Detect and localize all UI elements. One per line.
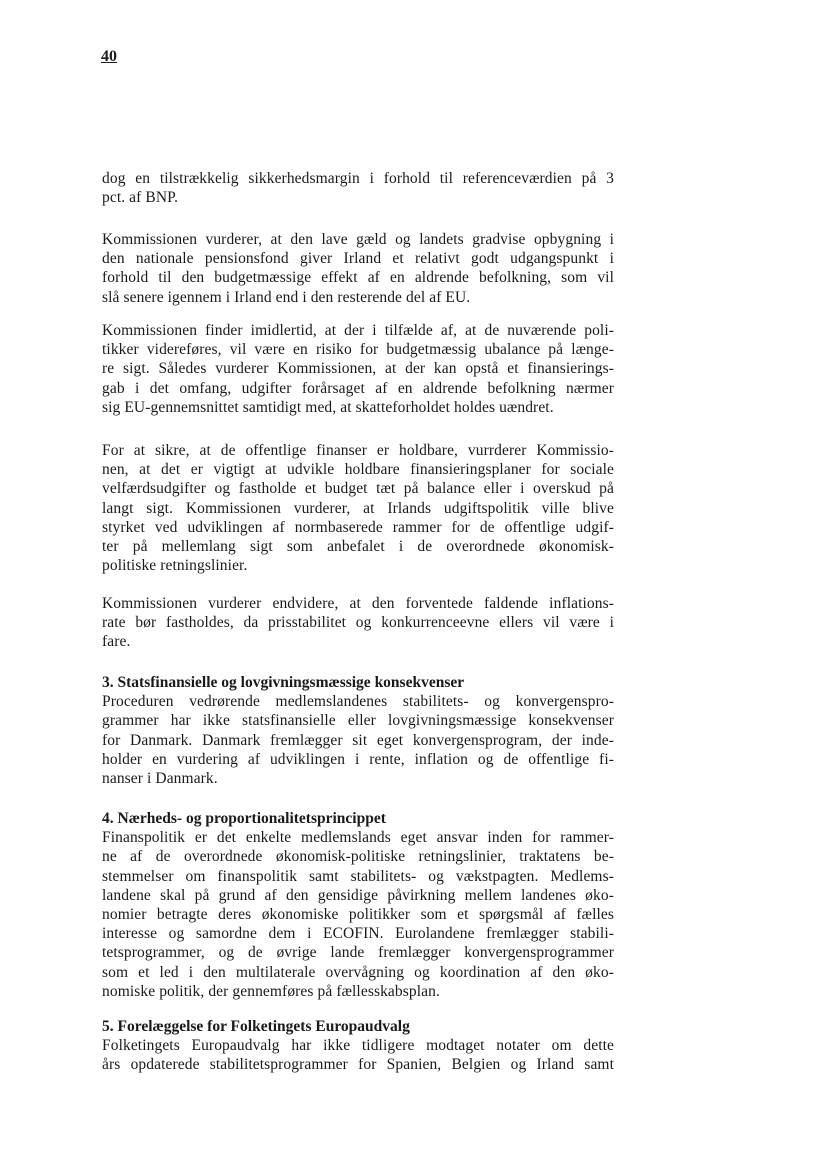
text-line: styrket ved udviklingen af normbaserede rammer for de offentlige udgif- [102,518,614,536]
text-line: langt sigt. Kommissionen vurderer, at Irlands udgiftspolitik ville blive [102,499,614,517]
text-line: sig EU-gennemsnittet samtidigt med, at skatteforholdet holdes uændret. [102,398,554,416]
text-line: Proceduren vedrørende medlemslandenes stabilitets- og konvergenspro- [102,693,614,711]
text-line: Folketingets Europaudvalg har ikke tidligere modtaget notater om dette [102,1037,614,1055]
text-line: års opdaterede stabilitetsprogrammer for Spanien, Belgien og Irland samt [102,1056,614,1074]
text-line: gab i det omfang, udgifter forårsaget af en aldrende befolkning nærmer [102,379,614,397]
text-line: velfærdsudgifter og fastholde et budget tæt på balance eller i overskud på [102,480,614,498]
text-line: den nationale pensionsfond giver Irland et relativt godt udgangspunkt i [102,250,614,268]
paragraph-1 [102,169,614,207]
text-line: For at sikre, at de offentlige finanser er holdbare, vurrderer Kommissio- [102,442,614,459]
text-line: nomiske politik, der gennemføres på fællesskabsplan. [102,982,440,1000]
section-heading: 5. Forelæggelse for Folketingets Europaudvalg [102,1018,410,1035]
text-line: ter på mellemlang sigt som anbefalet i de overordnede økonomisk- [102,538,614,556]
text-line: holder en vurdering af udviklingen i rente, inflation og de offentlige fi- [102,750,614,768]
text-line: forhold til den budgetmæssige effekt af en aldrende befolkning, som vil [102,269,614,287]
text-line: landene skal på grund af den gensidige påvirkning mellem landenes øko- [102,886,614,904]
text-line: nomier betragte deres økonomiske politikker som et spørgsmål af fælles [102,906,614,924]
text-line: fare. [102,633,131,651]
text-line: som et led i den multilaterale overvågning og koordination af den øko- [102,963,614,981]
paragraph-3 [102,321,614,417]
text-line: politiske retningslinier. [102,557,248,575]
text-line: stemmelser om finanspolitik samt stabilitets- og vækstpagten. Medlems- [102,867,614,885]
text-line: Kommissionen vurderer, at den lave gæld og landets gradvise opbygning i [102,231,614,248]
text-line: tetsprogrammer, og de øvrige lande fremlægger konvergensprogrammer [102,944,614,962]
paragraph-2 [102,230,614,307]
text-line: nanser i Danmark. [102,770,218,788]
text-line: Kommissionen vurderer endvidere, at den forventede faldende inflations- [102,595,614,612]
text-line: ne af de overordnede økonomisk-politiske retningslinier, traktatens be- [102,848,614,866]
paragraph-4 [102,441,614,575]
text-line: grammer har ikke statsfinansielle eller lovgivningsmæssige konsekvenser [102,712,614,730]
text-line: pct. af BNP. [102,189,179,207]
text-line: Finanspolitik er det enkelte medlemslands eget ansvar inden for rammer- [102,829,614,847]
section-5 [102,1017,614,1075]
text-line: nen, at det er vigtigt at udvikle holdbare finansieringsplaner for sociale [102,461,614,479]
section-4 [102,809,614,1001]
section-heading: 3. Statsfinansielle og lovgivningsmæssige konsekvenser [102,674,465,691]
text-line: tikker videreføres, vil være en risiko for budgetmæssig ubalance på længe- [102,341,614,359]
text-line: for Danmark. Danmark fremlægger sit eget konvergensprogram, der inde- [102,731,614,749]
text-line: rate bør fastholdes, da prisstabilitet og konkurrenceevne ellers vil være i [102,614,614,632]
text-line: re sigt. Således vurderer Kommissionen, at der kan opstå et finansierings- [102,360,614,378]
text-line: Kommissionen finder imidlertid, at der i tilfælde af, at de nuværende poli- [102,322,614,339]
page-number: 40 [101,48,117,65]
text-line: interesse og samordne dem i ECOFIN. Eurolandene fremlægger stabili- [102,925,614,943]
paragraph-5 [102,594,614,652]
section-heading: 4. Nærheds- og proportionalitetsprincippet [102,810,386,827]
section-3 [102,673,614,788]
text-line: dog en tilstrækkelig sikkerhedsmargin i forhold til referenceværdien på 3 [102,170,614,187]
text-line: slå senere igennem i Irland end i den resterende del af EU. [102,288,471,306]
